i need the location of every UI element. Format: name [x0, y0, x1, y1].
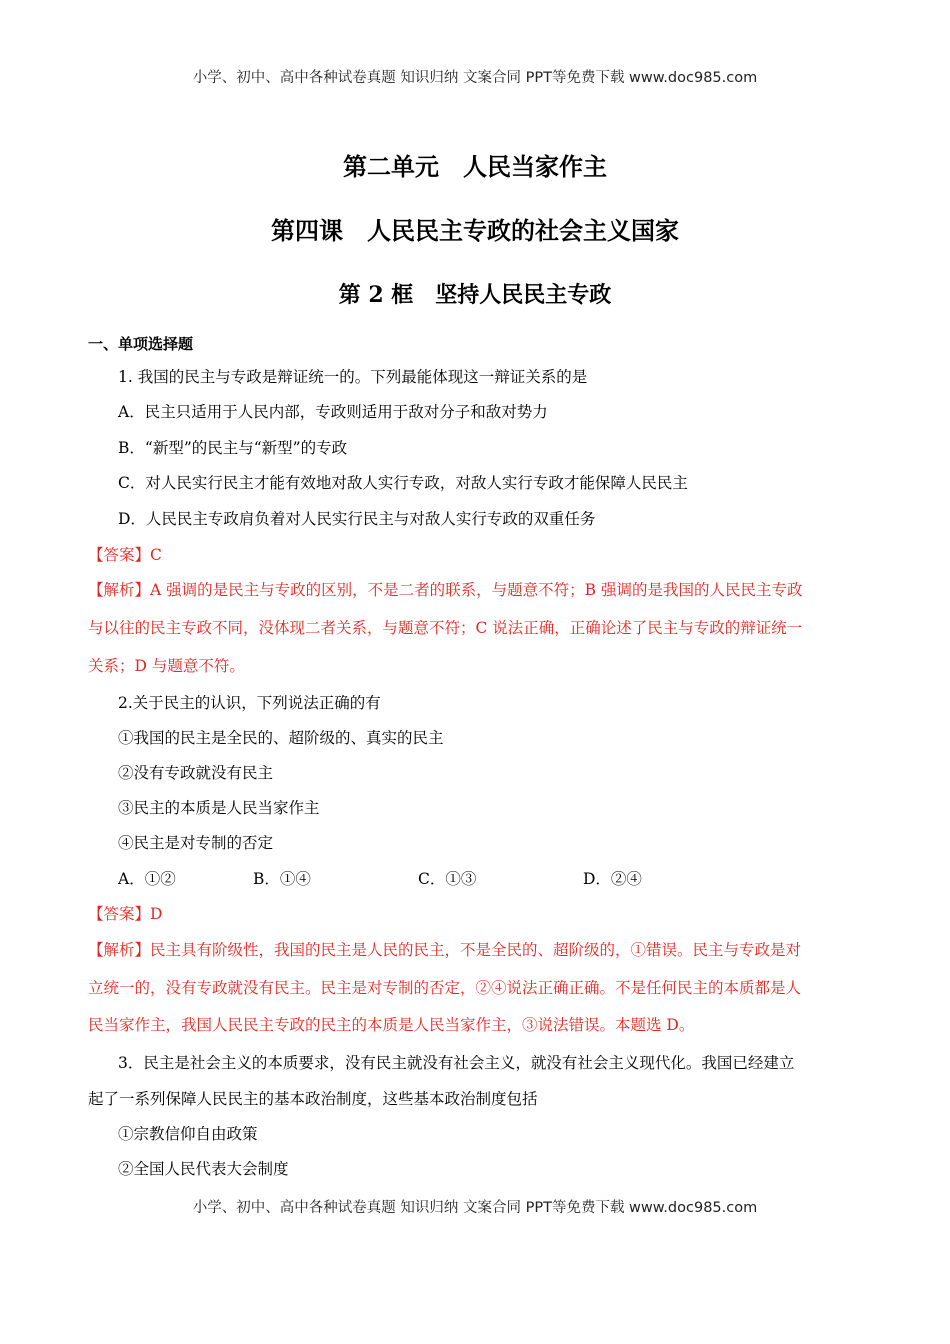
q2-option-b: B．①④: [253, 870, 311, 888]
q2-answer: 【答案】D: [88, 905, 163, 923]
q2-item-2: ②没有专政就没有民主: [118, 764, 274, 782]
q1-analysis-line-1: 【解析】A 强调的是民主与专政的区别，不是二者的联系，与题意不符；B 强调的是我国的人民民主专政: [88, 581, 803, 599]
lesson-title: 第四课 人民民主专政的社会主义国家: [271, 216, 679, 245]
q2-option-d: D．②④: [583, 870, 642, 888]
q3-stem-line-1: 3．民主是社会主义的本质要求，没有民主就没有社会主义，就没有社会主义现代化。我国已经建立: [118, 1054, 795, 1072]
top-banner: 小学、初中、高中各种试卷真题 知识归纳 文案合同 PPT等免费下载 www.doc985.com: [192, 70, 758, 86]
q1-option-c: C．对人民实行民主才能有效地对敌人实行专政，对敌人实行专政才能保障人民民主: [118, 474, 688, 492]
q1-option-d: D．人民民主专政肩负着对人民实行民主与对敌人实行专政的双重任务: [118, 510, 596, 528]
bottom-banner: 小学、初中、高中各种试卷真题 知识归纳 文案合同 PPT等免费下载 www.doc985.com: [192, 1200, 758, 1216]
section-heading: 一、单项选择题: [88, 335, 194, 353]
q3-item-2: ②全国人民代表大会制度: [118, 1160, 289, 1178]
q1-option-a: A．民主只适用于人民内部，专政则适用于敌对分子和敌对势力: [118, 403, 548, 421]
q2-analysis-line-1: 【解析】民主具有阶级性，我国的民主是人民的民主，不是全民的、超阶级的，①错误。民主与专政是对: [88, 941, 802, 959]
q1-analysis-line-2: 与以往的民主专政不同，没体现二者关系，与题意不符；C 说法正确，正确论述了民主与专政的辩证统一: [88, 619, 803, 637]
unit-title: 第二单元 人民当家作主: [343, 152, 607, 181]
q2-option-a: A．①②: [118, 870, 176, 888]
frame-title: 第 2 框 坚持人民民主专政: [338, 282, 612, 308]
q1-analysis-line-3: 关系；D 与题意不符。: [88, 657, 245, 675]
q2-analysis-line-2: 立统一的，没有专政就没有民主。民主是对专制的否定，②④说法正确正确。不是任何民主的本质都是人: [88, 979, 802, 997]
q1-answer: 【答案】C: [88, 546, 162, 564]
q2-item-3: ③民主的本质是人民当家作主: [118, 799, 320, 817]
q3-item-1: ①宗教信仰自由政策: [118, 1125, 258, 1143]
q1-option-b: B．“新型”的民主与“新型”的专政: [118, 439, 348, 457]
q3-stem-line-2: 起了一系列保障人民民主的基本政治制度，这些基本政治制度包括: [88, 1090, 538, 1108]
q2-analysis-line-3: 民当家作主，我国人民民主专政的民主的本质是人民当家作主，③说法错误。本题选 D。: [88, 1016, 695, 1034]
q2-item-1: ①我国的民主是全民的、超阶级的、真实的民主: [118, 729, 444, 747]
q1-stem: 1. 我国的民主与专政是辩证统一的。下列最能体现这一辩证关系的是: [118, 368, 588, 386]
q2-item-4: ④民主是对专制的否定: [118, 834, 274, 852]
q2-option-c: C．①③: [418, 870, 477, 888]
q2-stem: 2.关于民主的认识，下列说法正确的有: [118, 694, 381, 712]
